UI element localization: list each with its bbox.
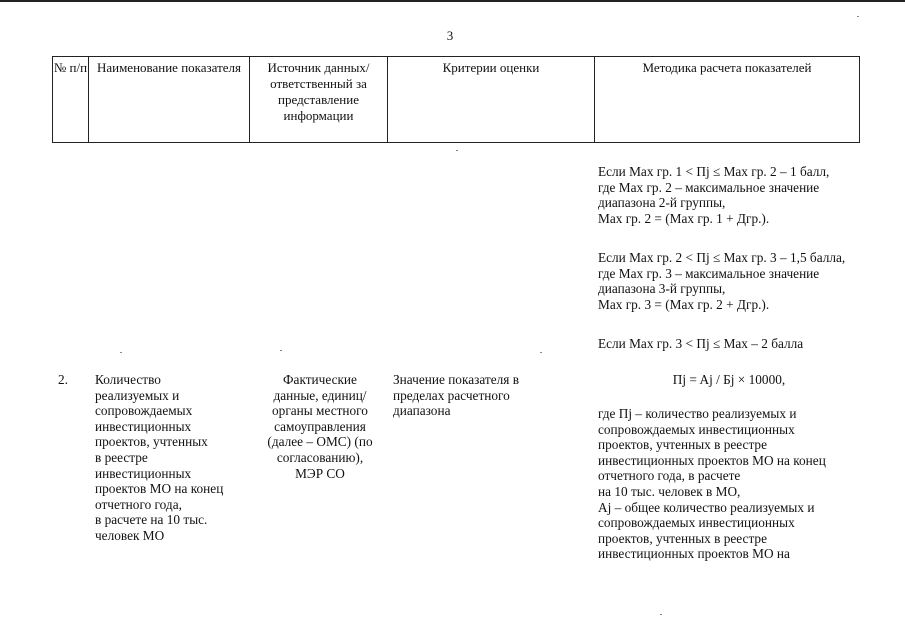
method-continuation-block-3: Если Max гр. 3 < Пj ≤ Max – 2 балла bbox=[598, 336, 804, 351]
table-header bbox=[52, 56, 860, 143]
scan-speck bbox=[540, 352, 542, 353]
scan-speck bbox=[120, 352, 122, 353]
calculation-method: где Пj – количество реализуемых и сопровождаемых инвестиционных проектов, учтенных в реестре инвестиционных проектов МО на конец отчетного года, в расчете на 10 тыс. человек в МО, Aj – общее количество реализуемых и сопровождаемых инвестиционных проектов, учтенных в реестре инвестиционных проектов МО на bbox=[598, 406, 826, 562]
evaluation-criteria: Значение показателя в пределах расчетного диапазона bbox=[393, 372, 519, 419]
scan-speck bbox=[660, 614, 662, 615]
calculation-formula: Пj = Aj / Бj × 10000, bbox=[672, 372, 786, 387]
header-col-name: Наименование показателя bbox=[89, 57, 250, 142]
row-number: 2. bbox=[58, 372, 68, 387]
header-col-source: Источник данных/ ответственный за представление информации bbox=[250, 57, 388, 142]
data-source: Фактические данные, единиц/ органы местного самоуправления (далее – ОМС) (по согласованию), МЭР СО bbox=[267, 372, 373, 481]
scan-speck bbox=[456, 150, 458, 151]
header-col-method: Методика расчета показателей bbox=[642, 60, 812, 75]
header-col-criteria: Критерии оценки bbox=[388, 57, 595, 142]
page-number: 3 bbox=[446, 28, 454, 43]
header-col-number: № п/п bbox=[53, 57, 89, 142]
method-continuation-block-1: Если Max гр. 1 < Пj ≤ Max гр. 2 – 1 балл, где Max гр. 2 – максимальное значение диапазона 2-й группы, Max гр. 2 = (Max гр. 1 + Дгр.). bbox=[598, 164, 830, 226]
top-border-line bbox=[0, 0, 905, 2]
scan-speck bbox=[857, 16, 859, 17]
indicator-name: Количество реализуемых и сопровождаемых инвестиционных проектов, учтенных в реестре инвестиционных проектов МО на конец отчетного года, в расчете на 10 тыс. человек МО bbox=[95, 372, 224, 543]
scan-speck bbox=[280, 350, 282, 351]
method-continuation-block-2: Если Max гр. 2 < Пj ≤ Max гр. 3 – 1,5 балла, где Max гр. 3 – максимальное значение диапазона 3-й группы, Max гр. 3 = (Max гр. 2 + Дгр.). bbox=[598, 250, 846, 312]
